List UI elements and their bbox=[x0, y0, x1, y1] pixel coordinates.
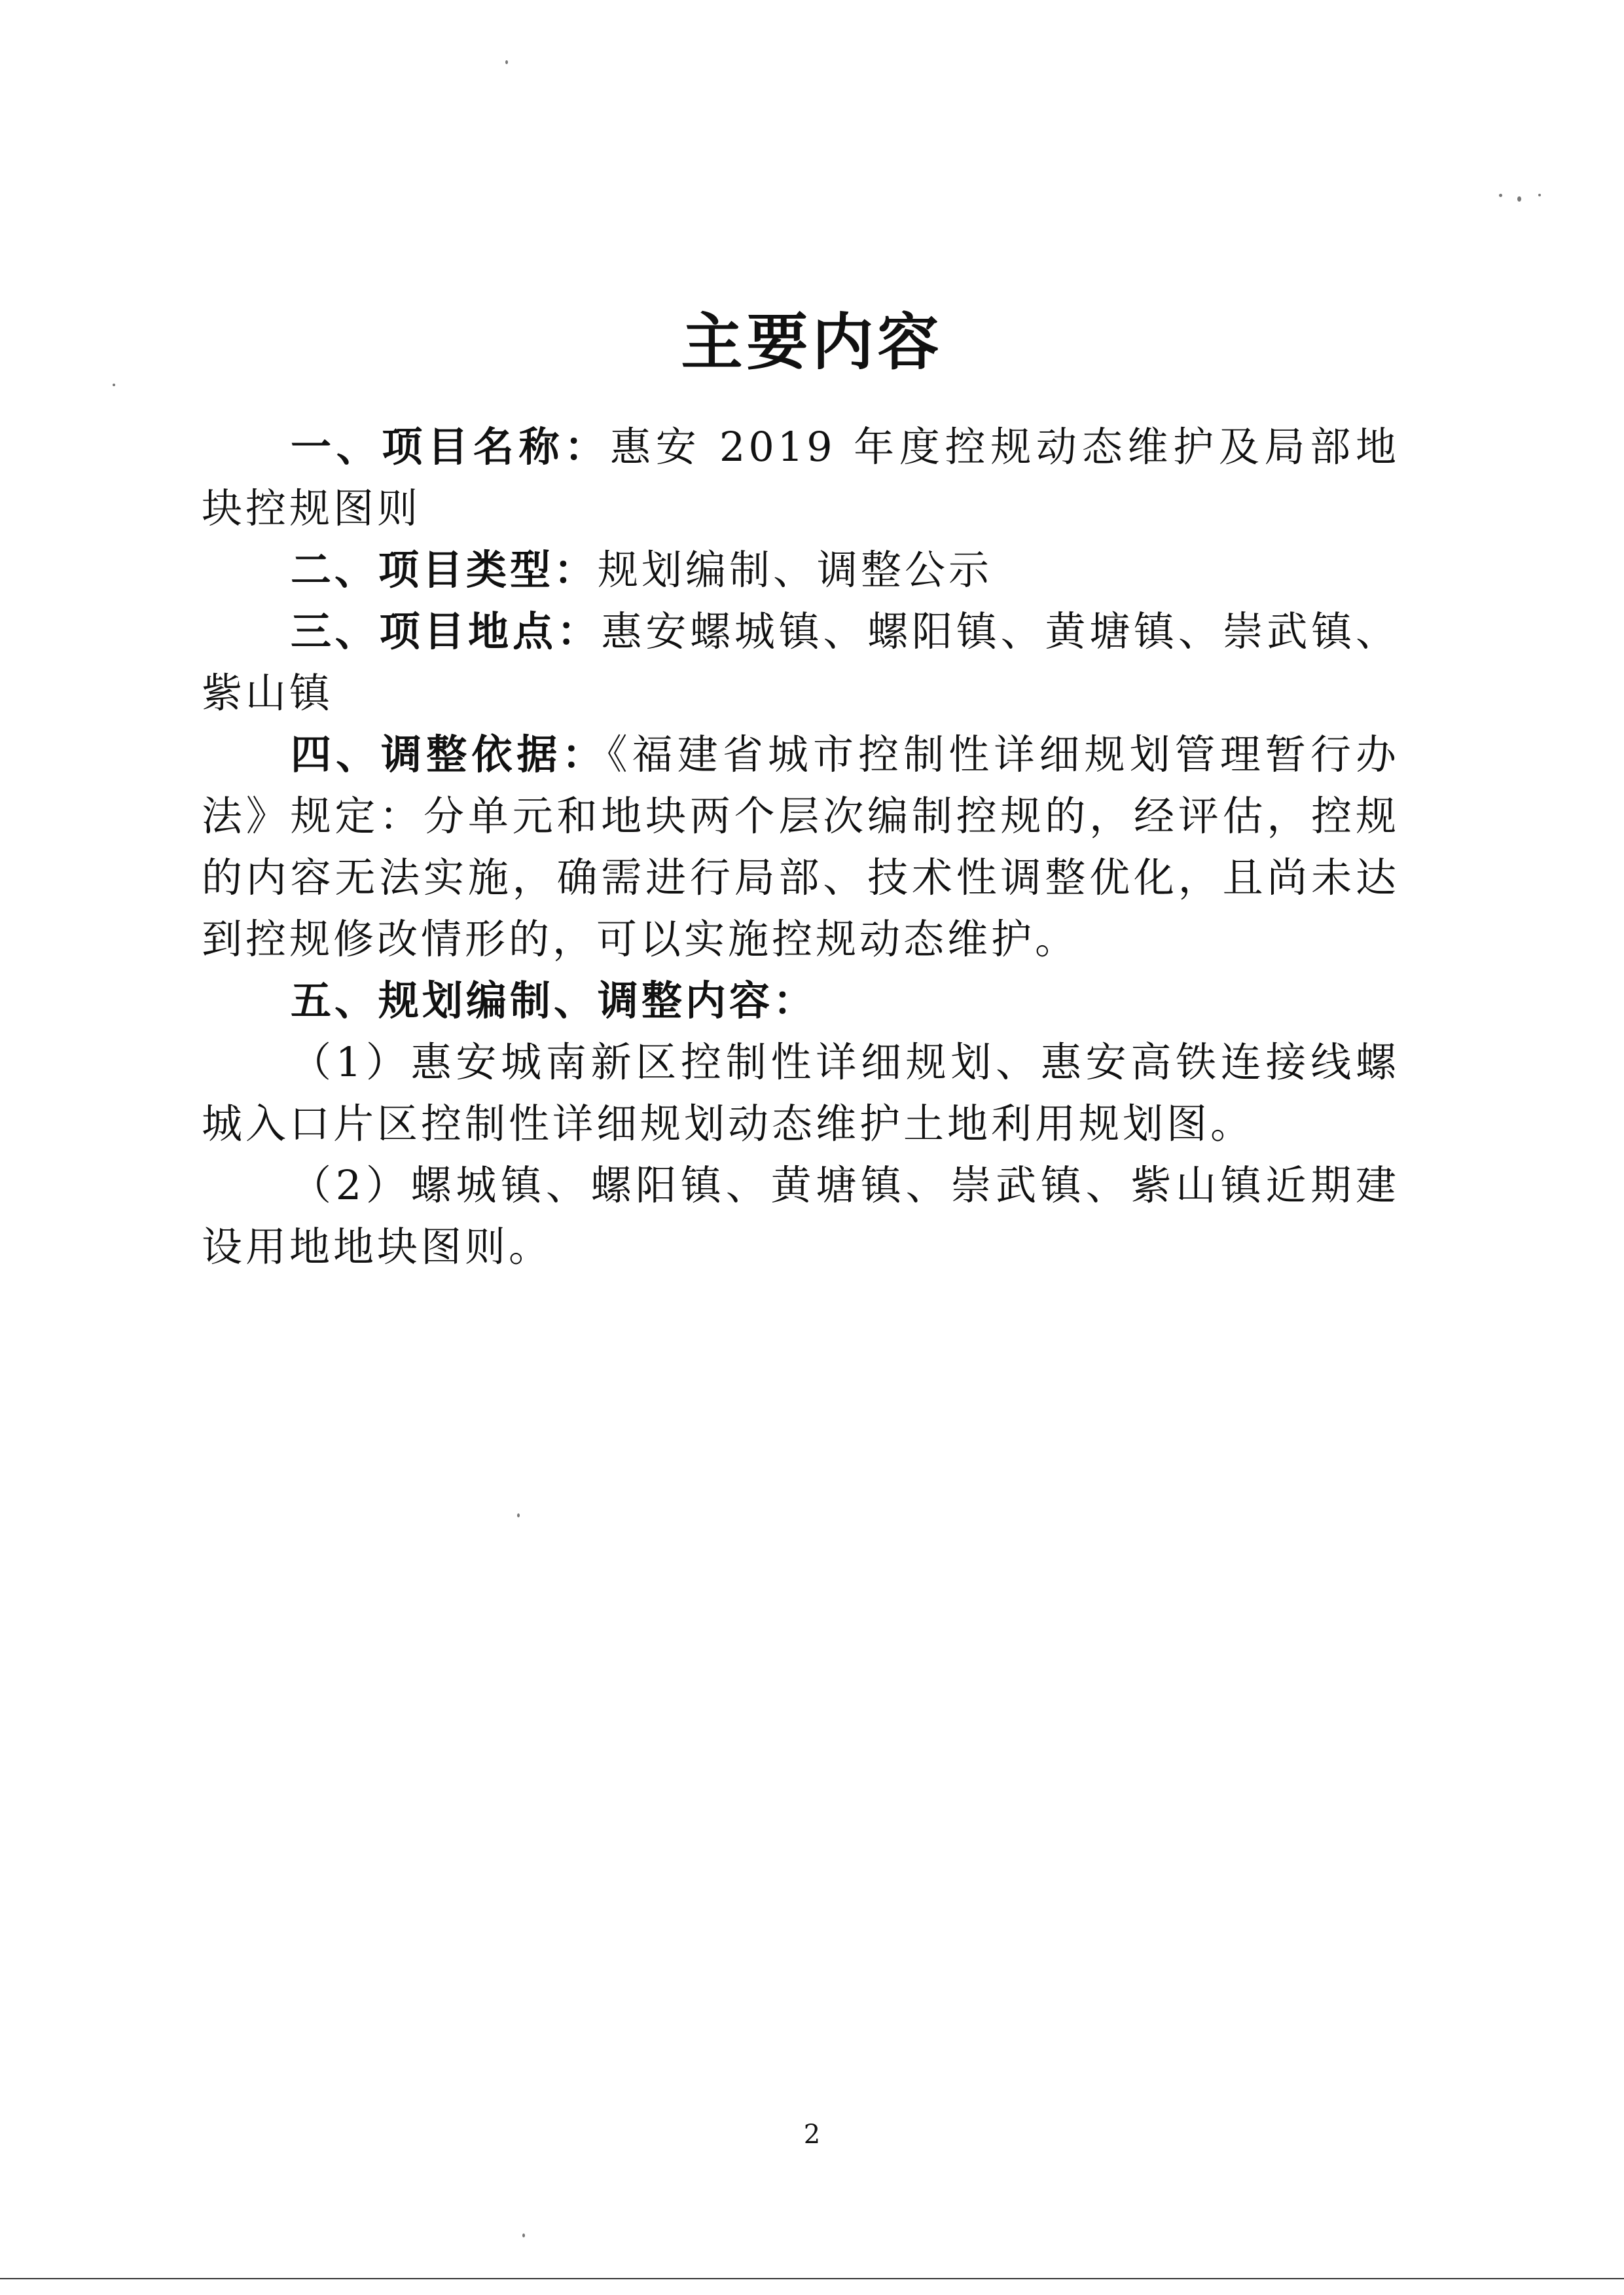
item-label: 三、项目地点： bbox=[291, 607, 602, 655]
item-label: 五、规划编制、调整内容： bbox=[291, 977, 818, 1024]
scan-speck bbox=[1538, 194, 1541, 196]
item-adjustment-basis bbox=[202, 724, 1399, 970]
item-project-type bbox=[202, 539, 1399, 601]
scan-speck bbox=[1499, 194, 1502, 197]
page-number: 2 bbox=[803, 2120, 821, 2150]
scan-speck bbox=[1517, 196, 1521, 202]
item-label: 四、调整依据： bbox=[291, 731, 607, 778]
scan-speck bbox=[113, 384, 115, 386]
item-text: 惠安螺城镇、螺阳镇、黄塘镇、崇武镇、紫山镇 bbox=[202, 607, 1399, 717]
scan-speck bbox=[505, 60, 508, 64]
item-label: 二、项目类型： bbox=[291, 546, 598, 594]
scan-speck bbox=[517, 1513, 520, 1517]
item-project-name bbox=[202, 416, 1399, 539]
item-plan-content bbox=[202, 970, 1399, 1032]
scan-edge-line bbox=[0, 2278, 1624, 2279]
item-text: 《福建省城市控制性详细规划管理暂行办法》规定：分单元和地块两个层次编制控规的，经评估，控规的内容无法实施，确需进行局部、技术性调整优化，且尚未达到控规修改情形的，可以实施控规动态维护。 bbox=[202, 731, 1399, 963]
sub-item-2: （2）螺城镇、螺阳镇、黄塘镇、崇武镇、紫山镇近期建设用地地块图则。 bbox=[202, 1161, 1399, 1271]
document-body bbox=[202, 416, 1399, 1278]
item-label: 一、项目名称： bbox=[291, 423, 611, 471]
item-project-location bbox=[202, 601, 1399, 724]
item-text: 惠安 2019 年度控规动态维护及局部地块控规图则 bbox=[202, 423, 1399, 532]
scan-speck bbox=[522, 2233, 525, 2237]
item-text: 规划编制、调整公示 bbox=[598, 546, 993, 594]
sub-item-1: （1）惠安城南新区控制性详细规划、惠安高铁连接线螺城入口片区控制性详细规划动态维护土地利用规划图。 bbox=[202, 1038, 1399, 1148]
page-title: 主要内容 bbox=[681, 306, 943, 378]
